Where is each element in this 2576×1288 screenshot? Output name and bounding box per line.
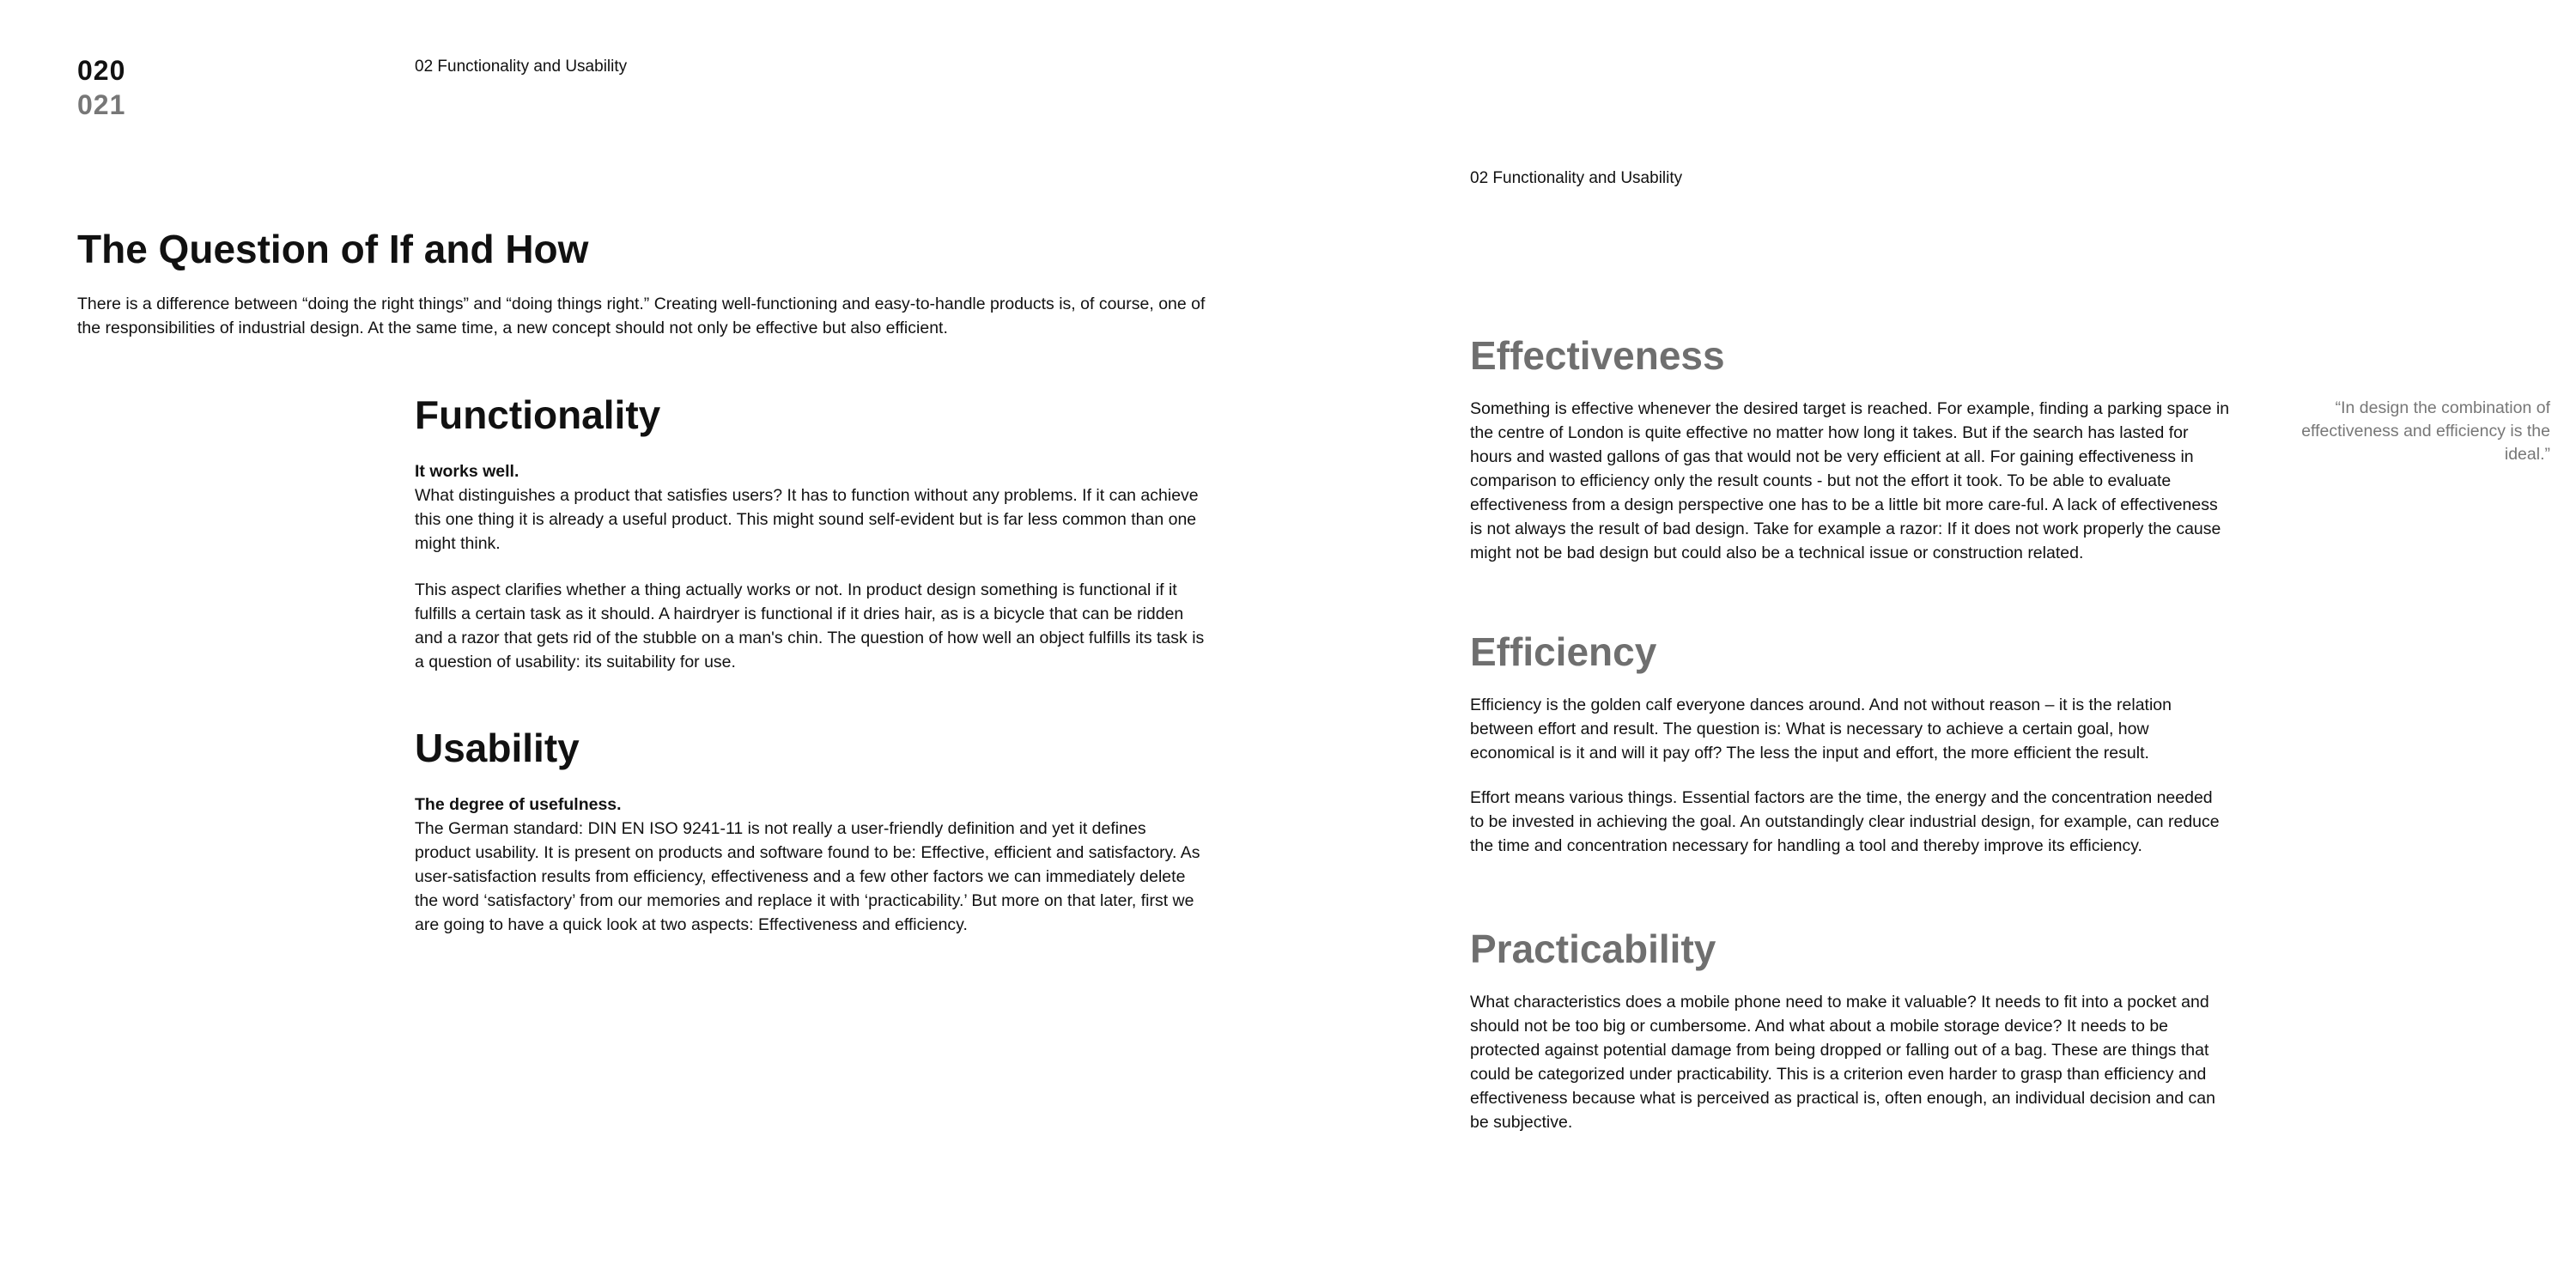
running-head-left: 02 Functionality and Usability bbox=[415, 58, 628, 76]
usability-heading: Usability bbox=[415, 726, 580, 770]
running-head-right: 02 Functionality and Usability bbox=[1470, 169, 1683, 187]
effectiveness-paragraph-1: Something is effective whenever the desired target is reached. For example, finding a parking space in the centre of London is quite effective no matter how long it takes. But if the search has lasted for hours and wasted gallons of gas that would not be very efficient at all. For gaining effectiveness in comparison to efficiency only the result counts - but not the effort it took. To be able to evaluate effectiveness from a design perspective one has to be a little bit more care-ful. A lack of effectiveness is not always the result of bad design. Take for example a razor: If it does not work properly the cause might not be bad design but could also be a technical issue or construction related. bbox=[1470, 399, 2230, 562]
practicability-heading: Practicability bbox=[1470, 927, 1716, 971]
functionality-paragraph-2: This aspect clarifies whether a thing actually works or not. In product design something is functional if it fulfills a certain task as it should. A hairdryer is functional if it dries hair, as is a bicycle that can be ridden and a razor that gets rid of the stubble on a man's chin. The question of how well an object fulfills its task is a question of usability: its suitability for use. bbox=[415, 580, 1205, 671]
functionality-lead: It works well. bbox=[415, 462, 519, 481]
page-title: The Question of If and How bbox=[77, 227, 589, 271]
page-number-next: 021 bbox=[77, 89, 126, 120]
page-number-current: 020 bbox=[77, 55, 126, 86]
intro-paragraph: There is a difference between “doing the right things” and “doing things right.” Creating well-functioning and easy-to-handle products is, of course, one of the responsibilities of industrial design. At the same time, a new concept should not only be effective but also efficient. bbox=[77, 295, 1206, 337]
efficiency-paragraph-1: Efficiency is the golden calf everyone dances around. And not without reason – it is the relation between effort and result. The question is: What is necessary to achieve a certain goal, how economical is it and will it pay off? The less the input and effort, the more efficient the result. bbox=[1470, 696, 2172, 762]
pull-quote: “In design the combination of effectiveness and efficiency is the ideal.” bbox=[2301, 398, 2550, 464]
functionality-paragraph-1: What distinguishes a product that satisfies users? It has to function without any problems. If it can achieve this one thing it is already a useful product. This might sound self-evident but is far less common than one might think. bbox=[415, 486, 1199, 553]
efficiency-paragraph-2: Effort means various things. Essential factors are the time, the energy and the concentration needed to be invested in achieving the goal. An outstandingly clear industrial design, for example, can reduce the time and concentration necessary for handling a tool and thereby improve its efficiency. bbox=[1470, 788, 2220, 855]
practicability-paragraph-1: What characteristics does a mobile phone need to make it valuable? It needs to fit into a pocket and should not be too big or cumbersome. And what about a mobile storage device? It needs to be protected against potential damage from being dropped or falling out of a bag. These are things that could be categorized under practicability. This is a criterion even harder to grasp than efficiency and effectiveness because what is perceived as practical is, often enough, an individual decision and can be subjective. bbox=[1470, 993, 2215, 1132]
usability-paragraph-1: The German standard: DIN EN ISO 9241-11 is not really a user-friendly definition and yet it defines product usability. It is present on products and software found to be: Effective, efficient and satisfactory. As user-satisfaction results from efficiency, effectiveness and a few other factors we can immediately delete the word ‘satisfactory’ from our memories and replace it with ‘practicability.’ But more on that later, first we are going to have a quick look at two aspects: Effectiveness and efficiency. bbox=[415, 819, 1200, 934]
efficiency-heading: Efficiency bbox=[1470, 629, 1657, 674]
usability-lead: The degree of usefulness. bbox=[415, 795, 622, 814]
effectiveness-heading: Effectiveness bbox=[1470, 333, 1725, 378]
functionality-heading: Functionality bbox=[415, 392, 661, 437]
